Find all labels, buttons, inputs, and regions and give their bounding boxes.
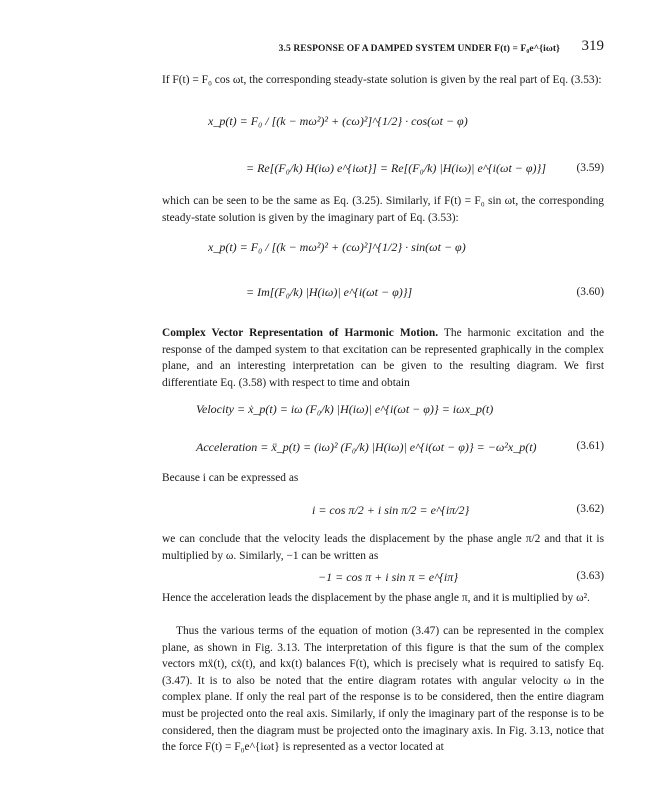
paragraph-complex-vector bbox=[162, 325, 604, 391]
equation-i: i = cos π/2 + i sin π/2 = e^{iπ/2} bbox=[312, 503, 470, 517]
equation-3-59-line1: x_p(t) = F₀ / [(k − mω²)² + (cω)²]^{1/2} · cos(ωt − φ) bbox=[208, 114, 468, 128]
equation-3-60-line1: x_p(t) = F₀ / [(k − mω²)² + (cω)²]^{1/2} · sin(ωt − φ) bbox=[208, 240, 466, 254]
paragraph-complex-vector-body: The harmonic excitation and the response of the damped system to that excitation can be represented graphically in the complex plane, and an interesting interpretation can be given to the resulting diagram. We first differentiate Eq. (3.58) with respect to time and obtain bbox=[162, 327, 605, 389]
equation-number-3-61: (3.61) bbox=[576, 440, 604, 452]
equation-3-59-line2: = Re[(F₀/k) H(iω) e^{iωt}] = Re[(F₀/k) |H(iω)| e^{i(ωt − φ)}] bbox=[246, 161, 547, 175]
equation-number-3-63: (3.63) bbox=[576, 570, 604, 582]
equation-minus-one: −1 = cos π + i sin π = e^{iπ} bbox=[318, 570, 459, 584]
paragraph-acceleration-leads: Hence the acceleration leads the displacement by the phase angle π, and it is multiplied by ω². bbox=[162, 592, 590, 604]
equation-velocity: Velocity = ẋ_p(t) = iω (F₀/k) |H(iω)| e^{i(ωt − φ)} = iωx_p(t) bbox=[196, 402, 494, 416]
paragraph-equation-of-motion: Thus the various terms of the equation of motion (3.47) can be represented in the complex plane, as shown in Fig. 3.13. The interpretation of this figure is that the sum of the complex vectors mẍ(t), cẋ(t), and kx(t) balances F(t), which is precisely what is required to satisfy Eq. (3.47). It is to also be noted that the entire diagram rotates with angular velocity ω in the complex plane. If only the real part of the response is to be considered, then the entire diagram must be projected onto the real axis. Similarly, if only the imaginary part of the response is to be considered, then the diagram must be projected onto the imaginary axis. In Fig. 3.13, notice that the force F(t) = F₀e^{iωt} is represented as a vector located at bbox=[162, 625, 604, 754]
equation-number-3-62: (3.62) bbox=[576, 503, 604, 515]
paragraph-i-expressed: Because i can be expressed as bbox=[162, 472, 299, 484]
paragraph-sine-case: which can be seen to be the same as Eq. (3.25). Similarly, if F(t) = F₀ sin ωt, the corresponding steady-state solution is given by the imaginary part of Eq. (3.53): bbox=[162, 195, 604, 224]
equation-acceleration: Acceleration = ẍ_p(t) = (iω)² (F₀/k) |H(iω)| e^{i(ωt − φ)} = −ω²x_p(t) bbox=[196, 440, 537, 454]
equation-number-3-60: (3.60) bbox=[576, 286, 604, 298]
page-number: 319 bbox=[581, 38, 604, 54]
section-heading: Complex Vector Representation of Harmonic Motion. bbox=[162, 327, 439, 339]
running-head: 3.5 RESPONSE OF A DAMPED SYSTEM UNDER F(t) = F₀e^{iωt} bbox=[278, 44, 560, 54]
paragraph-intro: If F(t) = F₀ cos ωt, the corresponding steady-state solution is given by the real part of Eq. (3.53): bbox=[162, 74, 602, 86]
equation-3-60-line2: = Im[(F₀/k) |H(iω)| e^{i(ωt − φ)}] bbox=[246, 285, 413, 299]
page-header bbox=[278, 38, 604, 58]
equation-number-3-59: (3.59) bbox=[576, 162, 604, 174]
paragraph-velocity-leads: we can conclude that the velocity leads the displacement by the phase angle π/2 and that it is multiplied by ω. Similarly, −1 can be written as bbox=[162, 533, 604, 562]
